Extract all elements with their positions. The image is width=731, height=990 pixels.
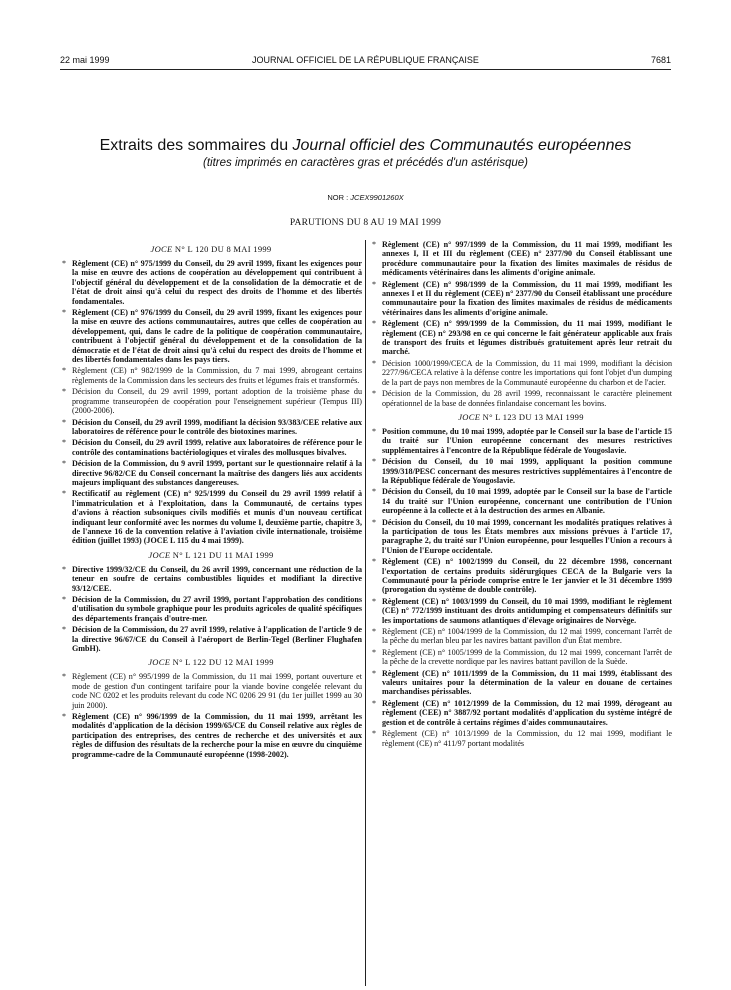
summary-entry-text: Rectificatif au règlement (CE) n° 925/1999 du Conseil du 29 avril 1999 relatif à l'immatriculation et à l'exploitation, dans la Communauté, de certains types d'avions à réaction subsoniques civils modifiés et munis d'un nouveau certificat indiquant leur conformité avec les normes du volume I, deuxième partie, chapitre 3, de l'annexe 16 de la convention relative à l'aviation civile internationale, troisième édition (juillet 1993) (JOCE L 115 du 4 mai 1999).	[72, 489, 362, 546]
summary-entry	[370, 648, 672, 667]
summary-entry	[60, 565, 362, 593]
summary-entry	[60, 259, 362, 306]
section-heading	[60, 550, 362, 560]
summary-entry-text: Décision 1000/1999/CECA de la Commission, du 11 mai 1999, modifiant la décision 2277/96/CECA relative à la défense contre les importations qui font l'objet d'un dumping de la part de pays non membres de la Communauté européenne du charbon et de l'acier.	[382, 358, 672, 387]
asterisk-bullet: *	[372, 729, 377, 739]
nor-code: JCEX9901260X	[350, 193, 404, 202]
summary-entry-text: Position commune, du 10 mai 1999, adoptée par le Conseil sur la base de l'article 15 du traité sur l'Union européenne concernant des mesures restrictives supplémentaires à l'encontre de la République fédérale de Yougoslavie.	[382, 426, 672, 455]
section-heading-joce: JOCE	[150, 244, 173, 254]
summary-entry-text: Règlement (CE) n° 996/1999 de la Commission, du 11 mai 1999, arrêtant les modalités d'application de la décision 1999/65/CE du Conseil relative aux règles de participation des entreprises, des centres de recherche et des universités et aux règles de diffusion des résultats de la recherche pour la mise en œuvre du cinquième programme-cadre de la Communauté européenne (1998-2002).	[72, 712, 362, 759]
summary-entry-text: Règlement (CE) n° 998/1999 de la Commission, du 11 mai 1999, modifiant les annexes I et II du règlement (CEE) n° 2377/90 du Conseil établissant une procédure communautaire pour la fixation des limites maximales de résidus de médicaments vétérinaires dans les aliments d'origine animale.	[382, 279, 672, 317]
summary-entry-text: Décision du Conseil, du 29 avril 1999, portant adoption de la troisième phase du programme transeuropéen de coopération pour l'enseignement supérieur (Tempus III) (2000-2006).	[72, 387, 362, 416]
asterisk-bullet: *	[62, 387, 67, 397]
header-page-number: 7681	[650, 55, 671, 65]
asterisk-bullet: *	[62, 259, 67, 268]
right-column	[370, 240, 672, 750]
asterisk-bullet: *	[372, 668, 377, 678]
summary-entry	[370, 597, 672, 625]
summary-entry-text: Règlement (CE) n° 1002/1999 du Conseil, du 22 décembre 1998, concernant l'exportation de certains produits sidérurgiques CECA de la Bulgarie vers la Communauté pour la période comprise entre le 1er janvier et le 31 décembre 1999 (prorogation du système de double contrôle).	[382, 557, 672, 595]
asterisk-bullet: *	[62, 489, 67, 499]
asterisk-bullet: *	[372, 279, 377, 289]
asterisk-bullet: *	[372, 240, 377, 249]
summary-entry	[370, 319, 672, 357]
summary-entry	[370, 240, 672, 278]
asterisk-bullet: *	[62, 459, 67, 469]
asterisk-bullet: *	[372, 698, 377, 708]
summary-entry	[370, 457, 672, 485]
summary-entry	[60, 308, 362, 364]
asterisk-bullet: *	[372, 389, 377, 399]
summary-entry	[370, 729, 672, 748]
section-heading-issue: N° L 122 DU 12 MAI 1999	[170, 657, 274, 668]
asterisk-bullet: *	[62, 595, 67, 604]
section-heading-issue: N° L 121 DU 11 MAI 1999	[170, 549, 274, 560]
asterisk-bullet: *	[62, 672, 67, 682]
summary-entry	[60, 625, 362, 653]
section-heading	[60, 244, 362, 254]
asterisk-bullet: *	[372, 557, 377, 567]
asterisk-bullet: *	[62, 308, 67, 318]
summary-entry	[370, 280, 672, 318]
summary-entry-text: Règlement (CE) n° 982/1999 de la Commission, du 7 mai 1999, abrogeant certains règlements de la Commission dans les secteurs des fruits et légumes frais et transformés.	[72, 366, 362, 385]
summary-entry	[60, 438, 362, 457]
summary-entry	[370, 487, 672, 515]
header-date: 22 mai 1999	[60, 55, 110, 65]
asterisk-bullet: *	[62, 564, 67, 574]
summary-entry-text: Décision de la Commission, du 9 avril 1999, portant sur le questionnaire relatif à la directive 96/82/CE du Conseil concernant la maîtrise des dangers liés aux accidents majeurs impliquant des substances dangereuses.	[72, 459, 362, 487]
summary-entry	[60, 595, 362, 623]
asterisk-bullet: *	[62, 625, 67, 635]
summary-entry-text: Règlement (CE) n° 1012/1999 de la Commission, du 12 mai 1999, dérogeant au règlement (CEE) n° 3887/92 portant modalités d'application du système intégré de gestion et de contrôle à certains régimes d'aides communautaires.	[382, 698, 672, 727]
summary-entry-text: Décision de la Commission, du 27 avril 1999, portant l'approbation des conditions d'utilisation du symbole graphique pour les produits agricoles de qualité spécifiques des départements français d'outre-mer.	[72, 595, 362, 623]
summary-entry-text: Règlement (CE) n° 1003/1999 du Conseil, du 10 mai 1999, modifiant le règlement (CE) n° 772/1999 instituant des droits antidumping et compensateurs définitifs sur les importations de saumons atlantiques d'élevage originaires de Norvège.	[382, 596, 672, 625]
asterisk-bullet: *	[62, 417, 67, 427]
summary-entry-text: Règlement (CE) n° 976/1999 du Conseil, du 29 avril 1999, fixant les exigences pour la mise en œuvre des actions communautaires, autres que celles de coopération au développement, qui, dans le cadre de la politique de coopération communautaire, contribuent à l'objectif général du développement et de la consolidation de la démocratie et de l'état de droit ainsi qu'à celui du respect des droits de l'homme et des libertés fondamentales dans les pays tiers.	[72, 308, 362, 365]
summary-entry-text: Règlement (CE) n° 999/1999 de la Commission, du 11 mai 1999, modifiant le règlement (CE) n° 293/98 en ce qui concerne le fait générateur applicable aux frais de transport des fruits et légumes distribués gratuitement après leur retrait du marché.	[382, 319, 672, 357]
sub-title: (titres imprimés en caractères gras et précédés d'un astérisque)	[203, 157, 528, 169]
main-title-text: Extraits des sommaires du	[99, 137, 293, 154]
summary-entry	[60, 672, 362, 710]
summary-entry-text: Règlement (CE) n° 995/1999 de la Commission, du 11 mai 1999, portant ouverture et mode de gestion d'un contingent tarifaire pour la viande bovine congelée relevant du code NC 0202 et les produits relevant du code NC 0206 29 91 (du 1er juillet 1999 au 30 juin 2000).	[72, 672, 362, 710]
asterisk-bullet: *	[372, 647, 377, 657]
summary-entry-text: Décision du Conseil, du 29 avril 1999, relative aux laboratoires de référence pour le contrôle des contaminations bactériologiques et virales des mollusques bivalves.	[72, 438, 362, 457]
section-heading-joce: JOCE	[458, 411, 481, 422]
summary-entry	[370, 427, 672, 455]
summary-entry	[370, 557, 672, 595]
summary-entry-text: Décision de la Commission, du 28 avril 1999, reconnaissant le caractère pleinement opérationnel de la base de données finlandaise concernant les bovins.	[382, 389, 672, 408]
asterisk-bullet: *	[372, 596, 377, 606]
nor-label: NOR :	[327, 193, 349, 202]
asterisk-bullet: *	[62, 712, 67, 722]
asterisk-bullet: *	[372, 627, 377, 637]
summary-entry	[370, 699, 672, 727]
section-heading-issue: N° L 123 DU 13 MAI 1999	[480, 411, 584, 422]
summary-entry-text: Règlement (CE) n° 997/1999 de la Commission, du 11 mai 1999, modifiant les annexes I, II et III du règlement (CEE) n° 2377/90 du Conseil établissant une procédure communautaire pour la fixation des limites maximales de résidus de médicaments vétérinaires dans les aliments d'origine animale.	[382, 240, 672, 278]
summary-entry	[60, 366, 362, 385]
summary-entry	[370, 359, 672, 387]
page-header	[60, 55, 671, 70]
summary-entry-text: Règlement (CE) n° 1004/1999 de la Commission, du 12 mai 1999, concernant l'arrêt de la pêche du merlan bleu par les navires battant pavillon d'un État membre.	[382, 627, 672, 646]
summary-entry-text: Décision de la Commission, du 27 avril 1999, relative à l'application de l'article 9 de la directive 96/67/CE du Conseil à l'aéroport de Berlin-Tegel (Berliner Flughafen GmbH).	[72, 625, 362, 654]
summary-entry	[60, 489, 362, 545]
column-divider	[365, 240, 366, 986]
summary-entry-text: Règlement (CE) n° 1011/1999 de la Commission, du 11 mai 1999, établissant des valeurs unitaires pour la détermination de la valeur en douane de certaines marchandises périssables.	[382, 668, 672, 697]
summary-entry-text: Règlement (CE) n° 1013/1999 de la Commission, du 12 mai 1999, modifiant le règlement (CE) n° 411/97 portant modalités	[382, 729, 672, 748]
summary-entry	[60, 387, 362, 415]
asterisk-bullet: *	[372, 319, 377, 329]
asterisk-bullet: *	[62, 366, 67, 376]
asterisk-bullet: *	[372, 426, 377, 436]
summary-entry	[60, 712, 362, 759]
main-title	[40, 136, 691, 156]
asterisk-bullet: *	[372, 487, 377, 497]
summary-entry-text: Règlement (CE) n° 975/1999 du Conseil, du 29 avril 1999, fixant les exigences pour la mise en œuvre des actions de coopération au développement qui contribuent à l'objectif général du développement et de la consolidation de la démocratie et de l'état de droit ainsi qu'à celui du respect des droits de l'homme et des libertés fondamentales.	[72, 259, 362, 306]
summary-entry	[370, 627, 672, 646]
main-title-italic: Journal officiel des Communautés européennes	[292, 137, 632, 154]
summary-entry	[60, 459, 362, 487]
title-block	[40, 136, 691, 169]
asterisk-bullet: *	[62, 438, 67, 448]
summary-entry-text: Décision du Conseil, du 29 avril 1999, modifiant la décision 93/383/CEE relative aux laboratoires de référence pour le contrôle des biotoxines marines.	[72, 417, 362, 436]
summary-entry	[370, 669, 672, 697]
asterisk-bullet: *	[372, 517, 377, 527]
asterisk-bullet: *	[372, 457, 377, 467]
section-heading-issue: N° L 120 DU 8 MAI 1999	[172, 244, 272, 254]
section-heading-joce: JOCE	[148, 657, 171, 668]
summary-entry	[370, 389, 672, 408]
summary-entry-text: Décision du Conseil, du 10 mai 1999, concernant les modalités pratiques relatives à la participation de tous les États membres aux missions prévues à l'article 17, paragraphe 2, du traité sur l'Union européenne, pour lesquelles l'Union a recours à l'Union de l'Europe occidentale.	[382, 517, 672, 555]
nor-reference	[0, 193, 731, 202]
summary-entry-text: Décision du Conseil, du 10 mai 1999, appliquant la position commune 1999/318/PESC concernant des mesures restrictives supplémentaires à l'encontre de la République fédérale de Yougoslavie.	[382, 457, 672, 485]
section-heading-joce: JOCE	[148, 549, 171, 560]
summary-entry	[60, 418, 362, 437]
asterisk-bullet: *	[372, 358, 377, 368]
summary-entry-text: Directive 1999/32/CE du Conseil, du 26 avril 1999, concernant une réduction de la teneur en soufre de certains combustibles liquides et modifiant la directive 93/12/CEE.	[72, 564, 362, 593]
section-heading	[60, 657, 362, 667]
parutions-heading: PARUTIONS DU 8 AU 19 MAI 1999	[289, 218, 442, 228]
header-journal-title: JOURNAL OFFICIEL DE LA RÉPUBLIQUE FRANÇAISE	[252, 55, 479, 65]
left-column	[60, 240, 362, 761]
summary-entry	[370, 518, 672, 556]
summary-entry-text: Décision du Conseil, du 10 mai 1999, adoptée par le Conseil sur la base de l'article 14 du traité sur l'Union européenne, concernant une contribution de l'Union européenne à la collecte et à la destruction des armes en Albanie.	[382, 487, 672, 516]
section-heading	[370, 412, 672, 422]
summary-entry-text: Règlement (CE) n° 1005/1999 de la Commission, du 12 mai 1999, concernant l'arrêt de la pêche de la crevette nordique par les navires battant pavillon de la Suède.	[382, 647, 672, 667]
